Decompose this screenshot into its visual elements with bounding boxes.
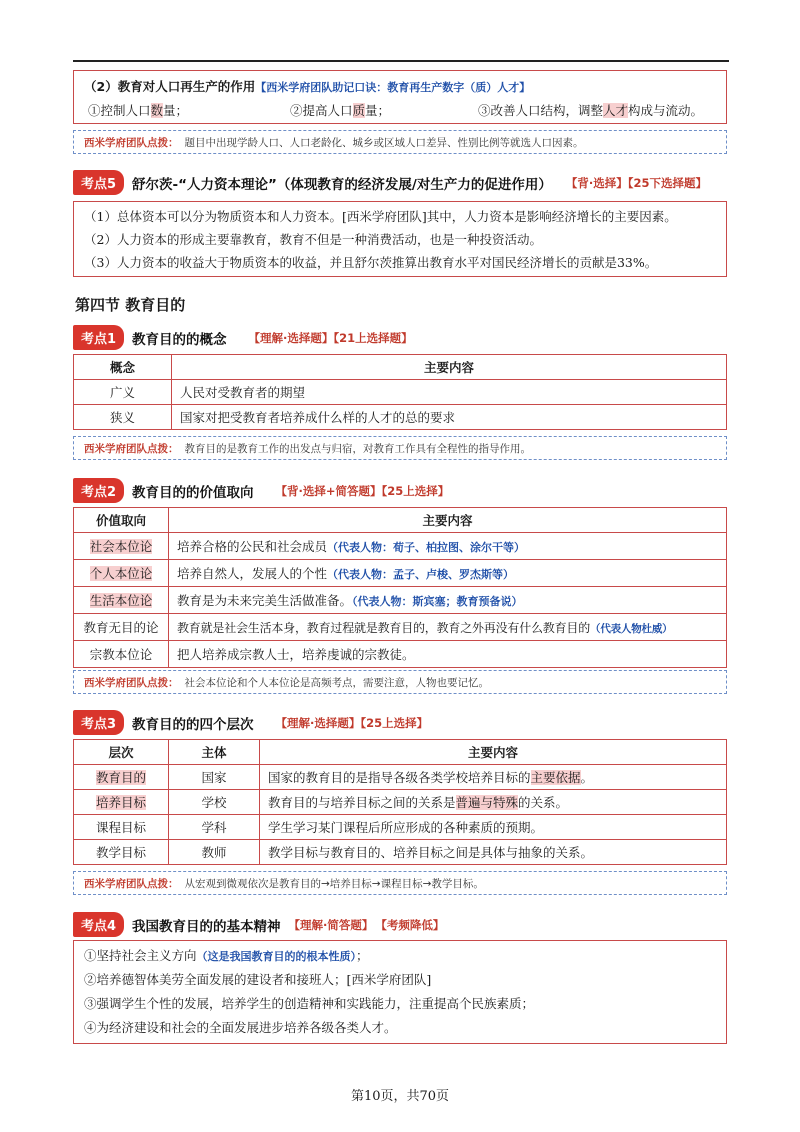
kp1-table [73,354,727,430]
kp2-note: 【背·选择+简答题】【25上选择】 [275,483,450,498]
kp1-tip: 西米学府团队点拨： 教育目的是教育工作的出发点与归宿，对教育工作具有全程性的指导作用。 [73,436,727,460]
representative-note: （代表人物：斯宾塞；教育预备说） [352,595,523,608]
table-cell: 培养自然人，发展人的个性 [177,566,328,581]
kp1-title: 教育目的的概念 [132,331,227,348]
table-cell: 学生学习某门课程后所应形成的各种素质的预期。 [260,815,727,840]
table-cell: 教育是为未来完美生活做准备。 [177,593,353,608]
table-row [74,380,727,405]
table-cell: 教学目标与教育目的、培养目标之间是具体与抽象的关系。 [260,840,727,865]
table-header-cell: 层次 [74,740,169,765]
table-cell: 教师 [169,840,260,865]
kp5-title: 舒尔茨-“人力资本理论”（体现教育的经济发展/对生产力的促进作用） [132,176,552,193]
kp5-line-3: （3）人力资本的收益大于物质资本的收益，并且舒尔茨推算出教育水平对国民经济增长的贡献是33%。 [84,255,658,270]
table-header-row [74,740,727,765]
table-cell: 国家的教育目的是指导各级各类学校培养目标的主要依据。 [260,765,727,790]
table-row [74,614,727,641]
table-row [74,587,727,614]
kp3-table [73,739,727,865]
kp3-tag: 考点3 [73,710,124,735]
kp3-note: 【理解·选择题】【25上选择】 [275,715,429,730]
kp5-line-1: （1）总体资本可以分为物质资本和人力资本。[西米学府团队]其中，人力资本是影响经济增长的主要因素。 [84,209,677,224]
kp4-line-3: ③强调学生个性的发展，培养学生的创造精神和实践能力，注重提高个民族素质； [84,996,535,1011]
kp4-line-1: ①坚持社会主义方向（这是我国教育目的的根本性质）； [84,948,369,963]
table-cell: 教育目的与培养目标之间的关系是普遍与特殊的关系。 [260,790,727,815]
table-header-row [74,355,727,380]
kp5-box [73,201,727,277]
table-header-cell: 价值取向 [74,508,169,533]
top-rule [73,60,729,62]
table-cell: 生活本位论 [89,593,153,608]
table-cell: 把人培养成宗教人士，培养虔诚的宗教徒。 [177,647,415,662]
table-row [74,790,727,815]
kp4-line-2: ②培养德智体美劳全面发展的建设者和接班人；[西米学府团队] [84,972,432,987]
kp4-header [73,912,444,937]
population-item-1: ①控制人口数量； [88,103,189,118]
kp5-line-2: （2）人力资本的形成主要靠教育，教育不但是一种消费活动，也是一种投资活动。 [84,232,542,247]
table-cell: 狭义 [74,405,172,430]
table-cell: 国家对把受教育者培养成什么样的人才的总的要求 [172,405,727,430]
section-title: 第四节 教育目的 [75,296,186,314]
page-number: 第10页，共70页 [350,1089,450,1104]
population-mnemonic: 【西米学府团队助记口诀：教育再生产数字（质）人才】 [255,81,531,94]
kp5-header [73,170,733,195]
table-row [74,840,727,865]
table-header-row [74,508,727,533]
table-cell: 社会本位论 [89,539,153,554]
kp2-tip: 西米学府团队点拨： 社会本位论和个人本位论是高频考点，需要注意，人物也要记忆。 [73,670,727,694]
table-cell: 培养目标 [95,795,146,810]
kp4-line-4: ④为经济建设和社会的全面发展进步培养各级各类人才。 [84,1020,397,1035]
table-cell: 教育就是社会生活本身，教育过程就是教育目的，教育之外再没有什么教育目的 [177,620,591,635]
table-header-cell: 主要内容 [169,508,727,533]
population-title: （2）教育对人口再生产的作用 [84,79,256,94]
kp3-title: 教育目的的四个层次 [132,716,254,733]
table-cell: 宗教本位论 [89,647,153,662]
table-cell: 课程目标 [74,815,169,840]
population-item-2: ②提高人口质量； [290,103,391,118]
kp3-header [73,710,428,735]
table-cell: 教学目标 [74,840,169,865]
kp4-box [73,940,727,1044]
table-row [74,560,727,587]
kp1-tag: 考点1 [73,325,124,350]
table-header-cell: 主体 [169,740,260,765]
kp1-header [73,325,413,350]
table-header-cell: 概念 [74,355,172,380]
table-cell: 教育目的 [95,770,146,785]
kp1-note: 【理解·选择题】【21上选择题】 [248,330,413,345]
kp5-tag: 考点5 [73,170,124,195]
table-cell: 学校 [169,790,260,815]
representative-note: （代表人物杜威） [590,622,673,635]
table-row [74,533,727,560]
table-header-cell: 主要内容 [260,740,727,765]
kp4-tag: 考点4 [73,912,124,937]
kp2-title: 教育目的的价值取向 [132,484,254,501]
table-cell: 国家 [169,765,260,790]
kp3-tip: 西米学府团队点拨： 从宏观到微观依次是教育目的→培养目标→课程目标→教学目标。 [73,871,727,895]
table-cell: 教育无目的论 [83,620,159,635]
kp2-header [73,478,449,503]
table-row [74,641,727,668]
representative-note: （代表人物：孟子、卢梭、罗杰斯等） [327,568,515,581]
table-row [74,765,727,790]
table-cell: 人民对受教育者的期望 [172,380,727,405]
table-cell: 培养合格的公民和社会成员 [177,539,328,554]
table-cell: 学科 [169,815,260,840]
population-tip: 西米学府团队点拨： 题目中出现学龄人口、人口老龄化、城乡或区域人口差异、性别比例等就选人口因素。 [73,130,727,154]
population-item-3: ③改善人口结构，调整人才构成与流动。 [478,103,704,118]
kp4-note-2: 【考频降低】 [375,917,445,932]
table-row [74,405,727,430]
table-header-cell: 主要内容 [172,355,727,380]
table-cell: 广义 [74,380,172,405]
table-row [74,815,727,840]
kp2-tag: 考点2 [73,478,124,503]
kp4-title: 我国教育目的的基本精神 [132,918,281,935]
kp4-note-1: 【理解·简答题】 [288,917,374,932]
kp2-table [73,507,727,668]
kp5-note: 【背·选择】【25下选择题】 [565,175,707,190]
table-cell: 个人本位论 [89,566,153,581]
representative-note: （代表人物：荀子、柏拉图、涂尔干等） [327,541,526,554]
population-box [73,70,727,124]
